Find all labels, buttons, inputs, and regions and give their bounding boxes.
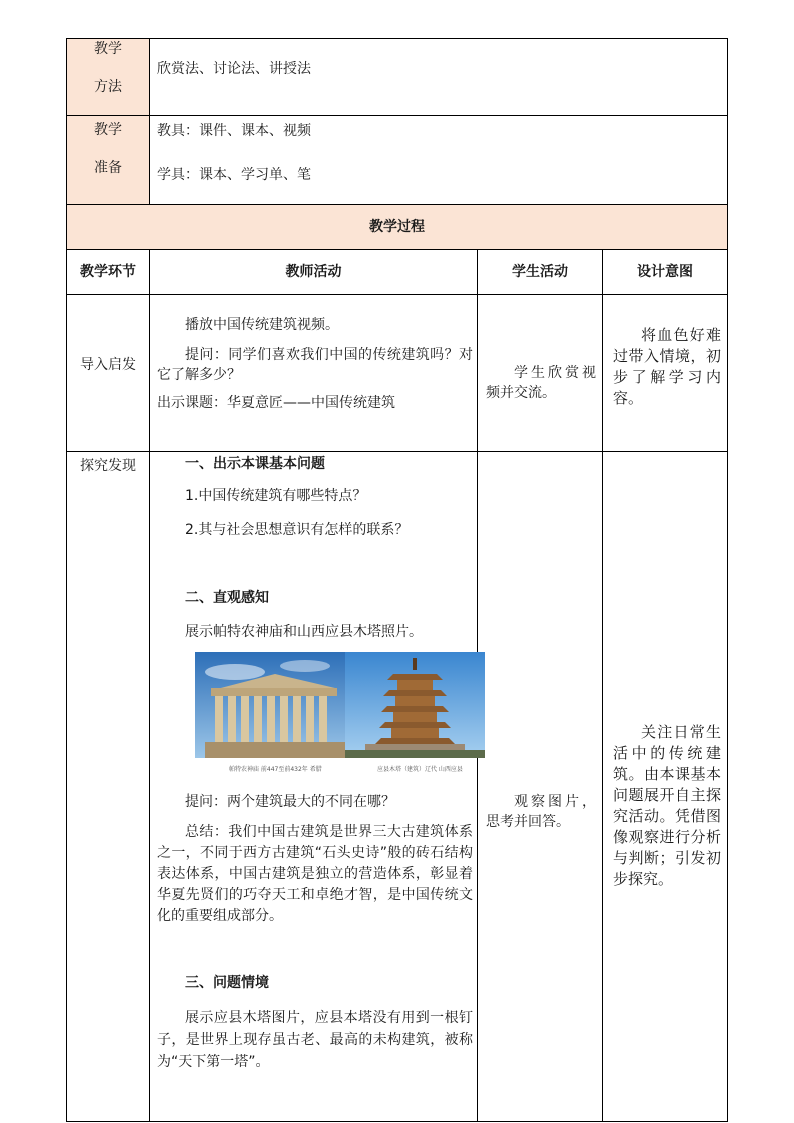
question-2: 2.其与社会思想意识有怎样的联系？ <box>185 522 409 538</box>
method-label-cell <box>67 39 150 116</box>
show-photos-text: 展示帕特农神庙和山西应县木塔照片。 <box>185 624 423 640</box>
explore-row <box>67 452 728 1122</box>
student-tools: 学具：课本、学习单、笔 <box>157 167 311 183</box>
explore-intent: 关注日常生活中的传统建筑。由本课基本问题展开自主探究活动。凭借图像观察进行分析与判断；引发初步探究。 <box>613 723 721 888</box>
parthenon-photo <box>195 652 345 758</box>
process-title: 教学过程 <box>67 205 728 250</box>
column-header-row <box>67 250 728 295</box>
sec2-title: 二、直观感知 <box>185 590 269 606</box>
intro-student: 学生欣赏视频并交流。 <box>486 365 596 401</box>
caption-pagoda: 应县木塔（建筑）辽代 山西应县 <box>377 766 463 773</box>
summary-text: 总结：我们中国古建筑是世界三大古建筑体系之一，不同于西方古建筑“石头史诗”般的砖石结构表达体系，中国古建筑是独立的营造体系，彰显着华夏先贤们的巧夺天工和卓绝才智，是中国传统文化的重要组成部分。 <box>157 824 473 924</box>
intro-teacher-cell <box>150 295 478 452</box>
explore-intent-cell <box>603 452 728 1122</box>
prep-label-line2: 准备 <box>94 160 122 176</box>
intro-teacher-p3: 出示课题：华夏意匠——中国传统建筑 <box>157 395 395 411</box>
lesson-plan-table <box>66 38 728 1122</box>
question-1: 1.中国传统建筑有哪些特点？ <box>185 488 367 504</box>
teacher-tools: 教具：课件、课本、视频 <box>157 123 311 139</box>
header-stage: 教学环节 <box>67 250 150 295</box>
situation-text: 展示应县木塔图片，应县本塔没有用到一根钉子，是世界上现存虽古老、最高的未构建筑，被称为“天下第一塔”。 <box>157 1010 473 1070</box>
intro-intent-cell <box>603 295 728 452</box>
intro-row <box>67 295 728 452</box>
yingxian-pagoda-photo <box>345 652 485 758</box>
header-intent: 设计意图 <box>603 250 728 295</box>
explore-stage: 探究发现 <box>67 452 150 1122</box>
intro-teacher-p1: 播放中国传统建筑视频。 <box>185 317 339 333</box>
method-row <box>67 39 728 116</box>
process-title-row <box>67 205 728 250</box>
sec1-title: 一、出示本课基本问题 <box>185 456 325 472</box>
prep-row <box>67 116 728 205</box>
prep-label-cell <box>67 116 150 205</box>
intro-stage: 导入启发 <box>67 295 150 452</box>
prep-content-cell <box>150 116 728 205</box>
method-content: 欣赏法、讨论法、讲授法 <box>157 61 311 77</box>
architecture-photos <box>195 652 485 778</box>
caption-parthenon: 帕特农神庙 前447至前432年 希腊 <box>229 766 322 773</box>
header-student: 学生活动 <box>478 250 603 295</box>
explore-student-cell <box>478 452 603 1122</box>
explore-student: 观察图片，思考并回答。 <box>486 794 596 830</box>
explore-teacher-cell <box>150 452 478 1122</box>
header-teacher: 教师活动 <box>150 250 478 295</box>
method-label-line2: 方法 <box>94 79 122 95</box>
intro-student-cell <box>478 295 603 452</box>
sec3-title: 三、问题情境 <box>185 975 269 991</box>
prep-label-line1: 教学 <box>94 122 122 138</box>
method-label-line1: 教学 <box>94 41 122 57</box>
method-content-cell <box>150 39 728 116</box>
intro-teacher-p2: 提问：同学们喜欢我们中国的传统建筑吗？对它了解多少？ <box>157 347 473 383</box>
difference-question: 提问：两个建筑最大的不同在哪？ <box>185 794 395 810</box>
intro-intent: 将血色好难过带入情境，初步了解学习内容。 <box>613 326 721 407</box>
